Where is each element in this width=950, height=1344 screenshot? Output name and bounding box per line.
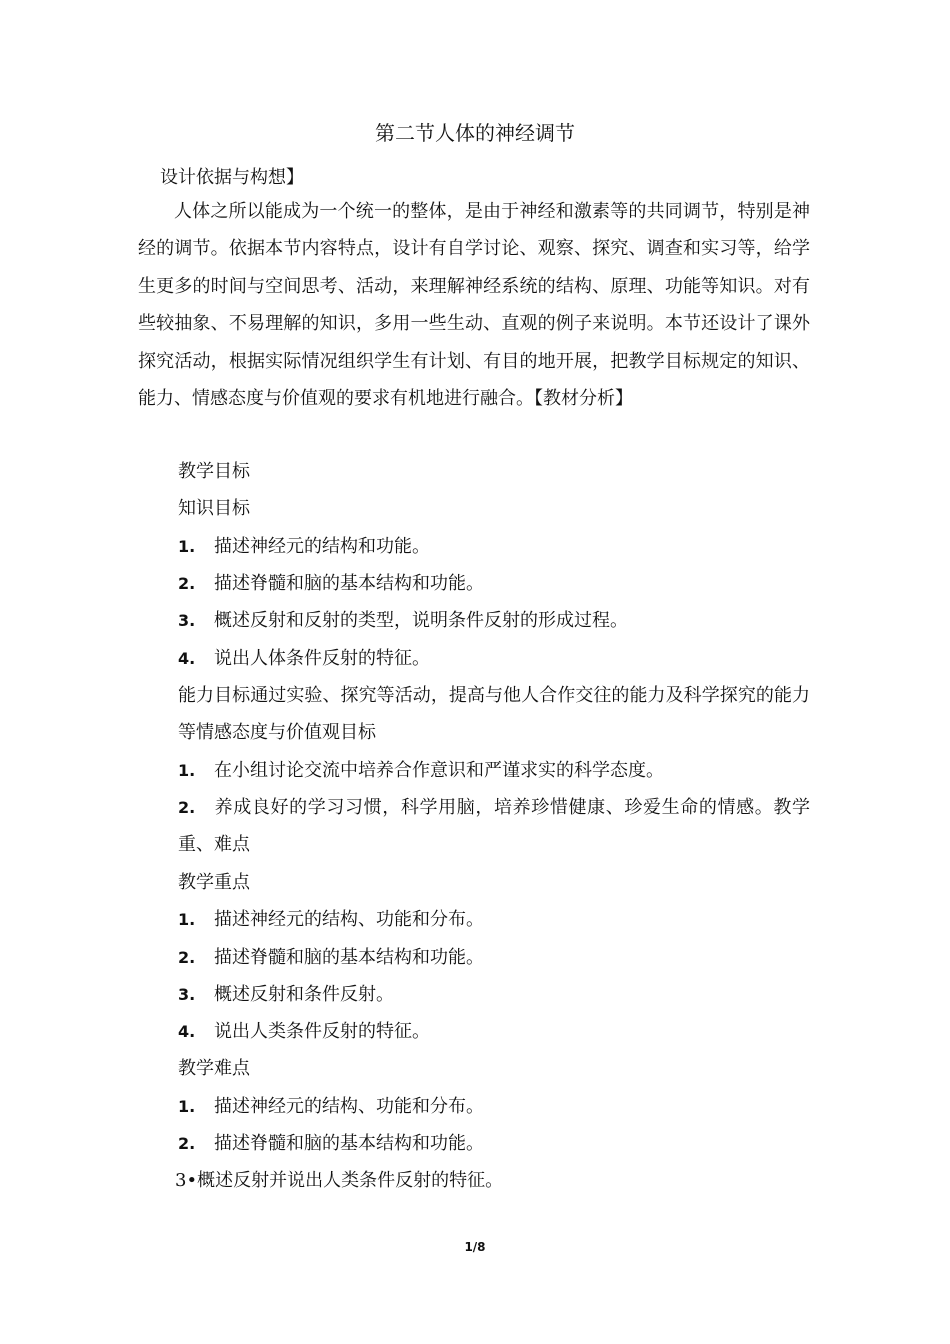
- list-item-last: 3•概述反射并说出人类条件反射的特征。: [175, 1170, 504, 1191]
- ability-paragraph: 能力目标通过实验、探究等活动，提高与他人合作交往的能力及科学探究的能力等情感态度与价值观目标: [178, 685, 810, 744]
- list-number: 1.: [178, 910, 196, 929]
- list-text: 养成良好的学习习惯，科学用脑，培养珍惜健康、珍爱生命的情感。教学重、难点: [178, 797, 810, 856]
- list-text: 描述神经元的结构、功能和分布。: [214, 1096, 484, 1117]
- list-item: [178, 906, 484, 934]
- design-heading: 设计依据与构想】: [160, 167, 304, 188]
- list-text: 在小组讨论交流中培养合作意识和严谨求实的科学态度。: [214, 760, 664, 781]
- intro-paragraph: 人体之所以能成为一个统一的整体，是由于神经和激素等的共同调节，特别是神经的调节。依据本节内容特点，设计有自学讨论、观察、探究、调查和实习等，给学生更多的时间与空间思考、活动，来理解神经系统的结构、原理、功能等知识。对有些较抽象、不易理解的知识，多用一些生动、直观的例子来说明。本节还设计了课外探究活动，根据实际情况组织学生有计划、有目的地开展，把教学目标规定的知识、能力、情感态度与价值观的要求有机地进行融合。【教材分析】: [138, 201, 810, 410]
- list-number: 4.: [178, 1022, 196, 1041]
- list-text: 概述反射和条件反射。: [214, 984, 394, 1005]
- list-item: [178, 1130, 484, 1158]
- list-number: 1.: [178, 537, 196, 556]
- list-item: [178, 944, 484, 972]
- difficult-points-heading: 教学难点: [178, 1058, 250, 1079]
- list-text: 描述脊髓和脑的基本结构和功能。: [214, 573, 484, 594]
- list-text: 描述脊髓和脑的基本结构和功能。: [214, 1133, 484, 1154]
- list-number: 2.: [178, 948, 196, 967]
- list-item: [178, 645, 430, 673]
- list-number: 3.: [178, 985, 196, 1004]
- page-number: 1/8: [464, 1240, 486, 1254]
- list-item: [178, 789, 810, 864]
- list-text: 概述反射和反射的类型，说明条件反射的形成过程。: [214, 610, 628, 631]
- list-number: 3.: [178, 611, 196, 630]
- list-number: 1.: [178, 1097, 196, 1116]
- list-item: [178, 1093, 484, 1121]
- list-item: [178, 757, 664, 785]
- list-number: 1.: [178, 761, 196, 780]
- list-item: [178, 533, 430, 561]
- list-text: 描述神经元的结构、功能和分布。: [214, 909, 484, 930]
- list-text: 说出人体条件反射的特征。: [214, 648, 430, 669]
- key-points-heading: 教学重点: [178, 872, 250, 893]
- list-text: 描述脊髓和脑的基本结构和功能。: [214, 947, 484, 968]
- list-number: 2.: [178, 1134, 196, 1153]
- list-item: [178, 1018, 430, 1046]
- list-text: 描述神经元的结构和功能。: [214, 536, 430, 557]
- teaching-goals-heading: 教学目标: [178, 461, 250, 482]
- list-item: [178, 607, 628, 635]
- list-number: 4.: [178, 649, 196, 668]
- list-number: 2.: [178, 574, 196, 593]
- page-title: 第二节人体的神经调节: [375, 121, 575, 145]
- list-item: [178, 570, 484, 598]
- list-text: 说出人类条件反射的特征。: [214, 1021, 430, 1042]
- list-number: 2.: [178, 798, 196, 817]
- knowledge-goals-heading: 知识目标: [178, 498, 250, 519]
- list-item: [178, 981, 394, 1009]
